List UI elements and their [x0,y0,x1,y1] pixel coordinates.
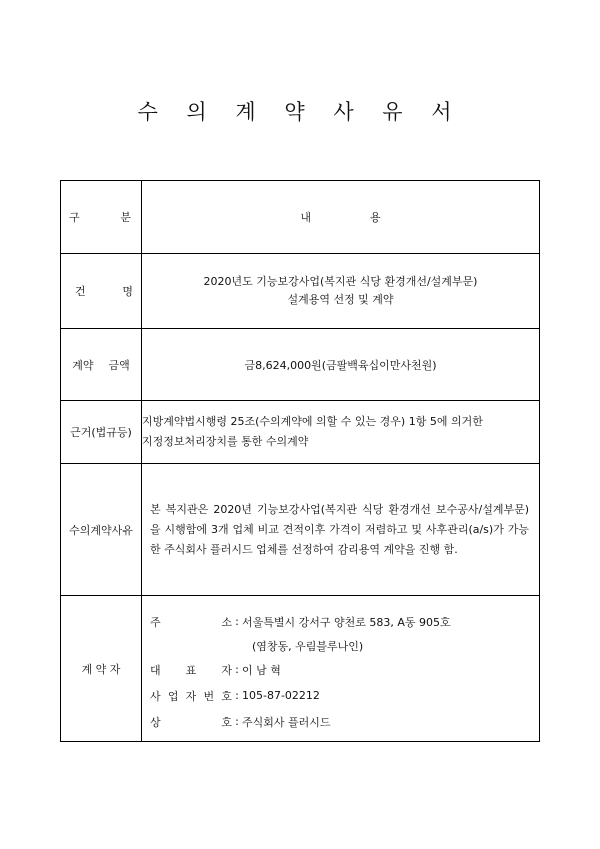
subject-label-left: 건 [75,285,86,298]
basis-content-cell [142,401,540,464]
address-value: 서울특별시 강서구 양천로 583, A동 905호 [242,615,451,629]
representative-key: 대 표 자 [150,663,232,677]
address-line: 주 소 : 서울특별시 강서구 양천로 583, A동 905호 [150,609,539,635]
company-name-value: 주식회사 플러시드 [242,715,331,729]
header-label-right: 분 [120,211,131,224]
contractor-label: 계 약 자 [61,596,142,742]
business-number-value: 105-87-02212 [242,689,320,702]
company-name-line: 상 호 : 주식회사 플러시드 [150,709,539,735]
basis-row [61,401,540,464]
company-name-key: 상 호 [150,715,232,729]
header-row [61,181,540,254]
address-sub: (염창동, 우림블루나인) [252,639,364,653]
header-label-cell [61,181,142,254]
reason-text: 본 복지관은 2020년 기능보강사업(복지관 식당 환경개선 보수공사/설계부문)을 시행함에 3개 업체 비교 견적이후 가격이 저렴하고 및 사후관리(a/s)가 가능한 주식회사 플러시드 업체를 선정하여 감리용역 계약을 진행 함. [150,502,529,556]
representative-value: 이 남 혁 [242,663,281,677]
business-number-key: 사 업 자 번 호 [150,689,232,703]
subject-label-right: 명 [122,285,133,298]
header-content-cell [142,181,540,254]
contract-reason-table [60,180,540,742]
business-number-line: 사 업 자 번 호 : 105-87-02212 [150,683,539,709]
subject-label-cell [61,254,142,329]
amount-value: 금8,624,000원(금팔백육십이만사천원) [142,329,540,401]
amount-label-cell [61,329,142,401]
subject-line2: 설계용역 선정 및 계약 [287,293,394,306]
header-content-right: 용 [370,211,381,224]
basis-line1: 지방계약법시행령 25조(수의계약에 의할 수 있는 경우) 1항 5에 의거한 [142,415,483,428]
contractor-content-cell [142,596,540,742]
representative-line: 대 표 자 : 이 남 혁 [150,657,539,683]
subject-content-cell [142,254,540,329]
address-key: 주 소 [150,615,232,629]
basis-line2: 지정정보처리장치를 통한 수의계약 [142,435,309,448]
amount-label-left: 계약 [72,358,94,372]
contractor-row [61,596,540,742]
document-title: 수 의 계 약 사 유 서 [137,100,463,124]
reason-label: 수의계약사유 [61,464,142,596]
subject-line1: 2020년도 기능보강사업(복지관 식당 환경개선/설계부문) [203,275,478,288]
reason-content-cell [142,464,540,596]
reason-row [61,464,540,596]
header-content-left: 내 [300,211,311,224]
header-label-left: 구 [69,211,80,224]
basis-label: 근거(법규등) [61,401,142,464]
amount-row [61,329,540,401]
subject-row [61,254,540,329]
amount-label-right: 금액 [108,358,130,372]
